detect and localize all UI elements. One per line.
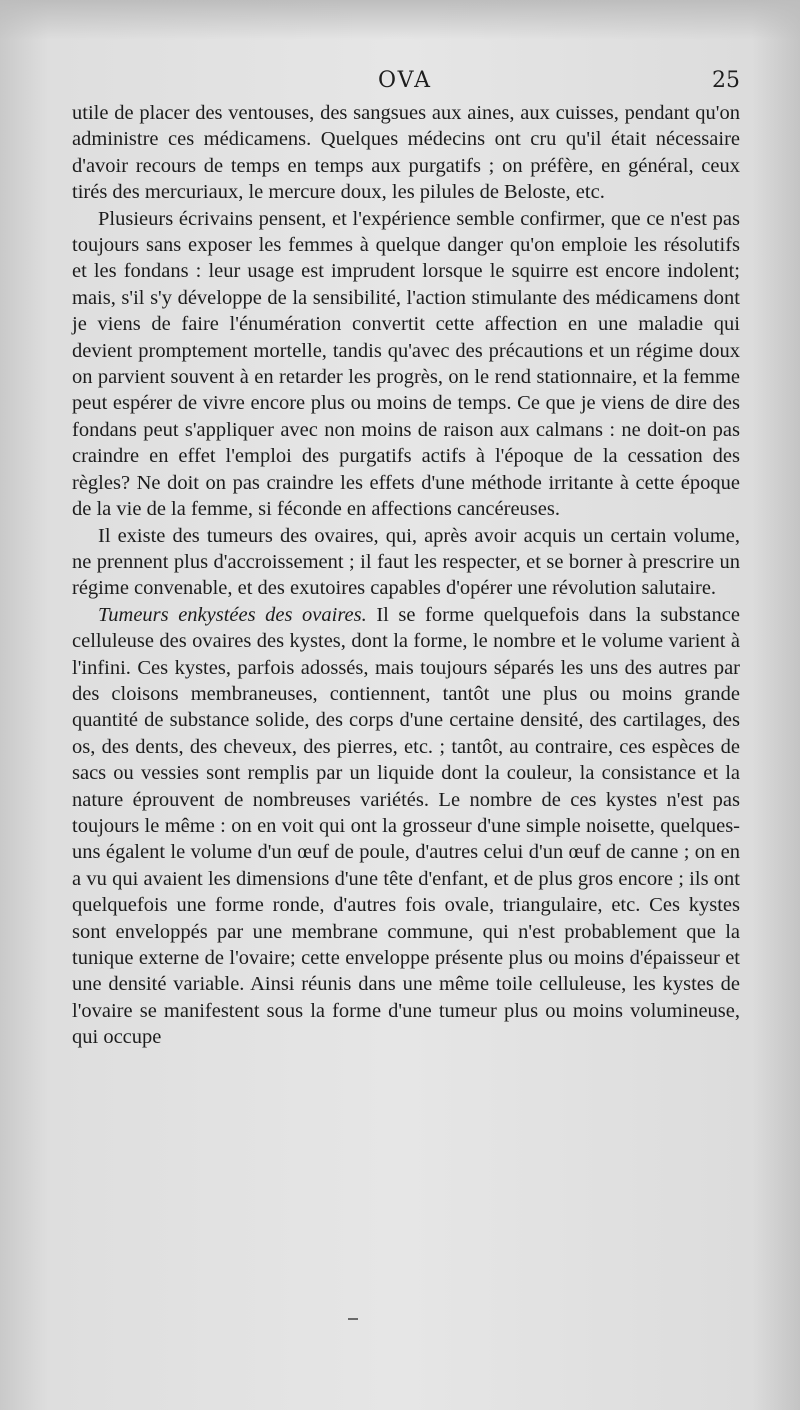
paragraph-4-text: Il se forme quelquefois dans la substance celluleuse des ovaires des kystes, dont la forme, le nombre et le volume varient à l'infini. Ces kystes, parfois adossés, mais toujours séparés les uns des autres par des cloisons membraneuses, contiennent, tantôt une plus ou moins grande quantité de substance solide, des corps d'une certaine densité, des cartilages, des os, des dents, des cheveux, des pierres, etc. ; tantôt, au contraire, ces espèces de sacs ou vessies sont remplis par un liquide dont la couleur, la consistance et la nature éprouvent de nombreuses variétés. Le nombre de ces kystes n'est pas toujours le même : on en voit qui ont la grosseur d'une simple noisette, quelques-uns égalent le volume d'un œuf de poule, d'autres celui d'un œuf de canne ; on en a vu qui avaient les dimensions d'une tête d'enfant, et de plus gros encore ; ils ont quelquefois une forme ronde, d'autres fois ovale, triangulaire, etc. Ces kystes sont enveloppés par une membrane commune, qui n'est probablement que la tunique externe de l'ovaire; cette enveloppe présente plus ou moins d'épaisseur et une densité variable. Ainsi réunis dans une même toile celluleuse, les kystes de l'ovaire se manifestent sous la forme d'une tumeur plus ou moins volumineuse, qui occupe <box>72 603 740 1049</box>
running-title: OVA <box>378 68 432 93</box>
paragraph-3: Il existe des tumeurs des ovaires, qui, après avoir acquis un certain volume, ne prennent plus d'accroissement ; il faut les respecter, et se borner à prescrire un régime convenable, et des exutoires capables d'opérer une révolution salutaire. <box>72 524 740 600</box>
bottom-mark <box>348 1318 358 1320</box>
paragraph-4 <box>72 602 740 1051</box>
section-heading: Tumeurs enkystées des ovaires. <box>98 603 367 626</box>
body-text <box>72 100 740 1051</box>
page-number: 25 <box>712 68 740 93</box>
paragraph-2: Plusieurs écrivains pensent, et l'expérience semble confirmer, que ce n'est pas toujours sans exposer les femmes à quelque danger qu'on emploie les résolutifs et les fondans : leur usage est imprudent lorsque le squirre est encore indolent; mais, s'il s'y développe de la sensibilité, l'action stimulante des médicamens dont je viens de faire l'énumération convertit cette affection en une maladie qui devient promptement mortelle, tandis qu'avec des précautions et un régime doux on parvient souvent à en retarder les progrès, on le rend stationnaire, et la femme peut espérer de vivre encore plus ou moins de temps. Ce que je viens de dire des fondans peut s'appliquer avec non moins de raison aux calmans : ne doit-on pas craindre en effet l'emploi des purgatifs actifs à l'époque de la cessation des règles? Ne doit on pas craindre les effets d'une méthode irritante à cette époque de la vie de la femme, si féconde en affections cancéreuses. <box>72 207 740 521</box>
page-header <box>70 68 740 100</box>
paragraph-1: utile de placer des ventouses, des sangsues aux aines, aux cuisses, pendant qu'on administre ces médicamens. Quelques médecins ont cru qu'il était nécessaire d'avoir recours de temps en temps aux purgatifs ; on préfère, en général, ceux tirés des mercuriaux, le mercure doux, les pilules de Beloste, etc. <box>72 102 740 204</box>
